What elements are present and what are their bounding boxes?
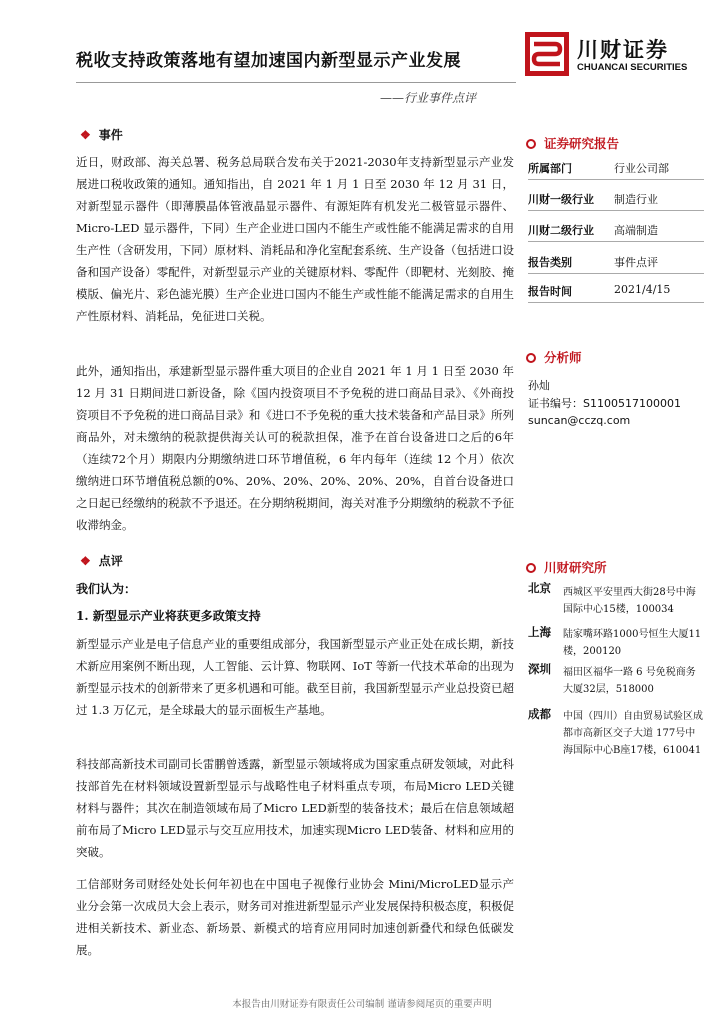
info-row-department	[528, 154, 704, 180]
analyst-heading	[526, 348, 582, 366]
office-address: 中国（四川）自由贸易试验区成都市高新区交子大道 177号中海国际中心B座17楼，610041	[563, 711, 703, 756]
office-city: 成都	[528, 707, 551, 721]
institute-heading	[526, 558, 607, 576]
event-heading-text: 事件	[98, 128, 123, 142]
institute-heading-text: 川财研究所	[544, 560, 607, 575]
info-divider	[528, 302, 704, 303]
header-divider	[76, 82, 516, 83]
info-key: 川财一级行业	[528, 193, 594, 206]
info-value: 事件点评	[614, 256, 658, 269]
logo-name: 川财证券	[577, 38, 669, 62]
info-value: 高端制造	[614, 224, 658, 237]
office-city: 上海	[528, 625, 551, 639]
point-1-paragraph-1: 新型显示产业是电子信息产业的重要组成部分，我国新型显示产业正处在成长期，新技术新应用案例不断出现，人工智能、云计算、物联网、IoT 等新一代技术革命的出现为新型显示技术的创新带来了更多机遇和可能。截至目前，我国新型显示产业总投资已超过 1.3 万亿元，是全球最大的显示面板生产基地。	[76, 637, 514, 717]
analyst-name: 孙灿	[528, 379, 550, 392]
logo-mark-icon	[525, 32, 569, 76]
office-address: 陆家嘴环路1000号恒生大厦11楼，200120	[563, 629, 702, 657]
event-paragraph-1: 近日，财政部、海关总署、税务总局联合发布关于2021-2030年支持新型显示产业发展进口税收政策的通知。通知指出，自 2021 年 1 月 1 日至 2030 年 12 月 31 日，对新型显示器件（即薄膜晶体管液晶显示器件、有源矩阵有机发光二极管显示器件、Micro-LED 显示器件，下同）生产企业进口国内不能生产或性能不能满足需求的自用生产性（含研发用，下同）原材料、消耗品和净化室配套系统、生产设备（包括进口设备和国产设备）零配件，对新型显示产业的关键原材料、零配件（即靶材、光刻胶、掩模版、偏光片、彩色滤光膜）生产企业进口国内不能生产或性能不能满足需求的自用生产性原材料、消耗品，免征进口关税。	[76, 155, 514, 323]
footer-disclaimer: 本报告由川财证券有限责任公司编制 谨请参阅尾页的重要声明	[232, 999, 492, 1010]
info-key: 所属部门	[528, 162, 572, 175]
office-city: 深圳	[528, 662, 551, 676]
analyst-email[interactable]: suncan@cczq.com	[528, 414, 631, 427]
event-heading	[80, 126, 123, 143]
info-divider	[528, 210, 704, 211]
info-row-industry-level2	[528, 216, 704, 242]
info-value: 2021/4/15	[614, 283, 671, 296]
section-ring-icon	[526, 353, 536, 363]
info-divider	[528, 273, 704, 274]
info-key: 川财二级行业	[528, 224, 594, 237]
info-row-report-type	[528, 248, 704, 274]
event-paragraph-2: 此外，通知指出，承建新型显示器件重大项目的企业自 2021 年 1 月 1 日至 2030 年 12 月 31 日期间进口新设备，除《国内投资项目不予免税的进口商品目录》、《外商投资项目不予免税的进口商品目录》和《进口不予免税的重大技术装备和产品目录》所列商品外，对未缴纳的税款提供海关认可的税款担保，准予在首台设备进口之后的6年（连续72个月）期限内分期缴纳进口环节增值税，6 年内每年（连续 12 个月）依次缴纳进口环节增值税总额的0%、20%、20%、20%、20%、20%，自首台设备进口之日起已经缴纳的税款不予退还。在分期纳税期间，海关对准予分期缴纳的税款不予征收滞纳金。	[76, 364, 514, 532]
report-title: 税收支持政策落地有望加速国内新型显示产业发展	[76, 51, 461, 71]
diamond-bullet-icon: ❖	[80, 128, 91, 142]
info-divider	[528, 179, 704, 180]
office-address: 福田区福华一路 6 号免税商务大厦32层，518000	[563, 667, 696, 695]
diamond-bullet-icon: ❖	[80, 554, 91, 568]
info-value: 制造行业	[614, 193, 658, 206]
section-ring-icon	[526, 139, 536, 149]
company-logo	[525, 30, 695, 80]
logo-english-name: CHUANCAI SECURITIES	[577, 62, 688, 73]
report-info-heading	[526, 134, 619, 152]
info-value: 行业公司部	[614, 162, 669, 175]
we-think-label: 我们认为：	[76, 582, 137, 596]
info-row-industry-level1	[528, 185, 704, 211]
point-1-heading: 1. 新型显示产业将获更多政策支持	[76, 609, 261, 623]
report-info-heading-text: 证券研究报告	[544, 136, 620, 151]
info-key: 报告时间	[528, 285, 572, 298]
point-1-paragraph-3: 工信部财务司财经处处长何年初也在中国电子视像行业协会 Mini/MicroLED显示产业分会第一次成员大会上表示，财务司对推进新型显示产业发展保持积极态度，积极促进相关新技术、新业态、新场景、新模式的培育应用同时加速创新叠代和绿色低碳发展。	[76, 877, 514, 957]
info-key: 报告类别	[528, 256, 572, 269]
office-address: 西城区平安里西大街28号中海国际中心15楼，100034	[563, 587, 696, 615]
report-subtitle: ——行业事件点评	[380, 91, 477, 105]
office-city: 北京	[528, 581, 551, 595]
comment-heading	[80, 552, 123, 569]
info-divider	[528, 241, 704, 242]
info-row-report-date	[528, 277, 704, 303]
section-ring-icon	[526, 563, 536, 573]
comment-heading-text: 点评	[98, 554, 123, 568]
analyst-certificate: 证书编号：S1100517100001	[528, 397, 681, 410]
analyst-heading-text: 分析师	[544, 350, 582, 365]
point-1-paragraph-2: 科技部高新技术司副司长雷鹏曾透露，新型显示领域将成为国家重点研发领域，对此科技部首先在材料领域设置新型显示与战略性电子材料重点专项，布局Micro LED关键材料与器件；其次在制造领域布局了Micro LED新型的装备技术；最后在信息领域超前布局了Micro LED显示与交互应用技术，加速实现Micro LED装备、材料和应用的突破。	[76, 757, 514, 859]
